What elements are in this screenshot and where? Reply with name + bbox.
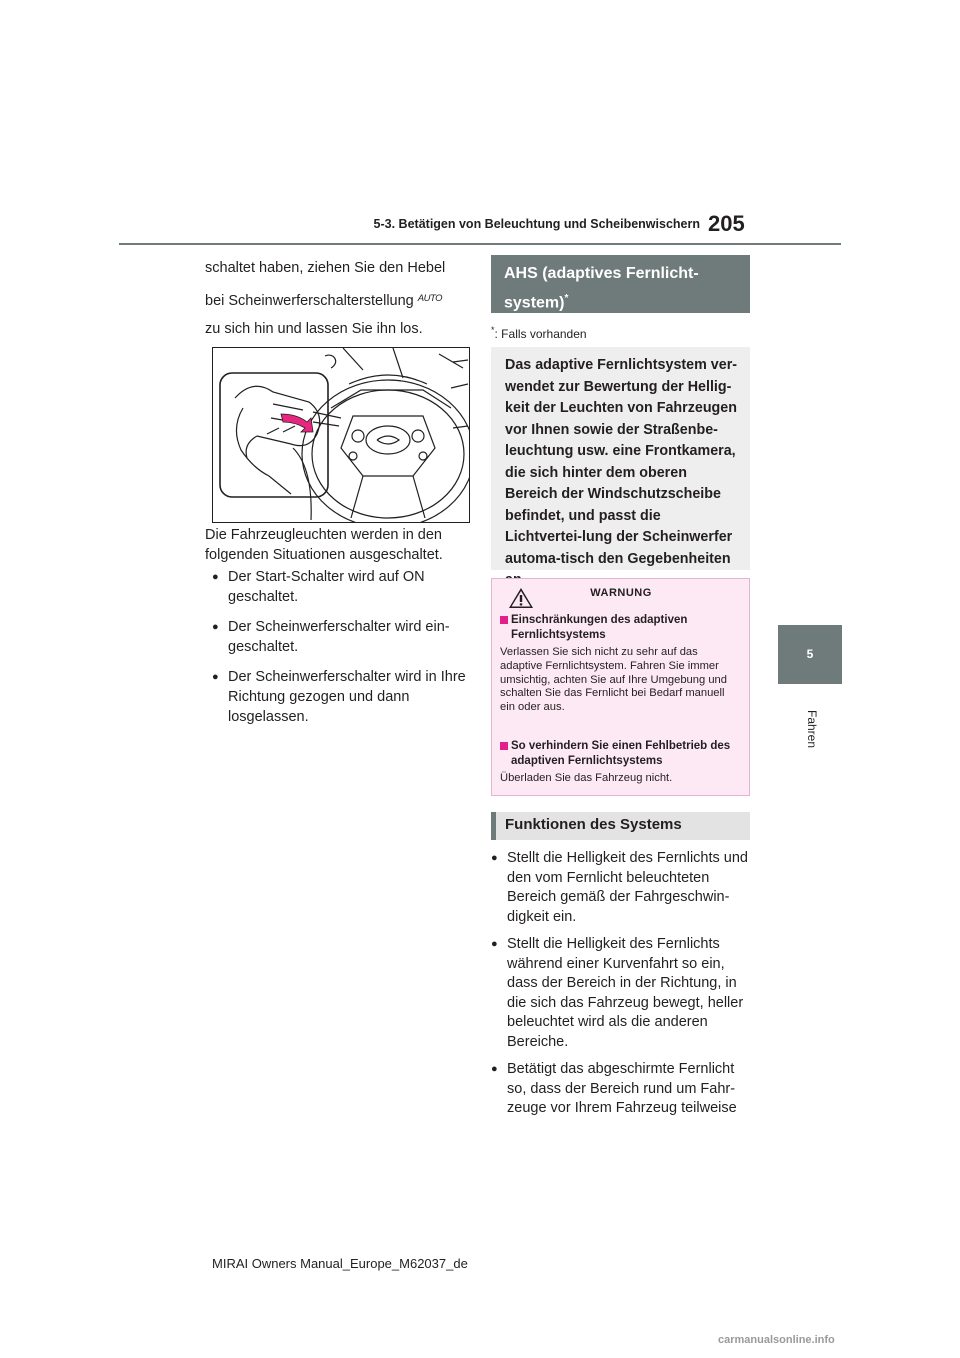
auto-symbol: AUTO [417, 293, 442, 304]
lever-illustration [212, 347, 470, 523]
list-item: ● Betätigt das abgeschirmte Fernlicht so, dass der Bereich rund um Fahr-zeuge vor Ihrem Fahrzeug teilweise [491, 1060, 753, 1119]
watermark: carmanualsonline.info [718, 1334, 835, 1346]
page-number: 205 [708, 211, 745, 236]
warning-item [500, 613, 738, 715]
functions-heading-box [491, 812, 750, 840]
functions-heading: Funktionen des Systems [505, 816, 682, 833]
off-conditions-list [212, 567, 474, 737]
footnote-mark: * [491, 325, 495, 335]
intro-line-1: schaltet haben, ziehen Sie den Hebel [205, 260, 446, 276]
warning-item-body: Überladen Sie das Fahrzeug nicht. [500, 772, 673, 784]
section-title: 5-3. Betätigen von Beleuchtung und Scheibenwischern [373, 217, 700, 231]
lead-paragraph: Die Fahrzeugleuchten werden in den folgenden Situationen ausgeschaltet. [205, 527, 443, 563]
list-item: ● Stellt die Helligkeit des Fernlichts und den vom Fernlicht beleuchteten Bereich gemäß der Fahrgeschwin-digkeit ein. [491, 849, 753, 927]
list-item: ● Der Start-Schalter wird auf ON geschaltet. [212, 567, 474, 607]
warning-item-heading: So verhindern Sie einen Fehlbetrieb des adaptiven Fernlichtsystems [500, 739, 738, 768]
heading-accent-bar [491, 812, 496, 840]
intro-line-2-text: bei Scheinwerferschalterstellung [205, 293, 414, 309]
list-item: ● Stellt die Helligkeit des Fernlichts während einer Kurvenfahrt so ein, dass der Bereich in der Richtung, in die sich das Fahrzeug bewegt, heller beleuchtet wird als die anderen Bereiche. [491, 935, 753, 1052]
header-rule [119, 243, 841, 245]
functions-list [491, 849, 753, 1127]
list-item: ● Der Scheinwerferschalter wird ein-geschaltet. [212, 617, 474, 657]
ahs-heading-text: AHS (adaptives Fernlicht-system) [504, 265, 699, 312]
intro-line-3: zu sich hin und lassen Sie ihn los. [205, 321, 423, 337]
list-item: ● Der Scheinwerferschalter wird in Ihre Richtung gezogen und dann losgelassen. [212, 667, 474, 727]
manual-footer: MIRAI Owners Manual_Europe_M62037_de [212, 1256, 468, 1271]
warning-box [491, 578, 750, 796]
intro-line-2 [205, 290, 473, 314]
chapter-label: Fahren [805, 710, 819, 749]
warning-item [500, 739, 738, 786]
warning-title: WARNUNG [590, 587, 652, 599]
ahs-heading-box [491, 255, 750, 313]
ahs-heading [504, 261, 744, 315]
footnote [491, 325, 587, 341]
chapter-tab: 5 [778, 625, 842, 684]
summary-box [491, 347, 750, 570]
ahs-asterisk: * [564, 293, 569, 304]
summary-text: Das adaptive Fernlichtsystem ver-wendet zur Bewertung der Hellig-keit der Leuchten von Fahrzeugen vor Ihnen sowie der Straßenbe-leuchtung usw. eine Frontkamera, die sich hinter dem oberen Bereich der Windschutzscheibe befindet, und passt die Lichtvertei-lung der Scheinwerfer automa-tisch den Gegebenheiten [505, 357, 738, 567]
steering-wheel-lever-drawing [213, 348, 469, 522]
warning-item-heading: Einschränkungen des adaptiven Fernlichtsystems [500, 613, 738, 642]
warning-item-body: Verlassen Sie sich nicht zu sehr auf das adaptive Fernlichtsystem. Fahren Sie immer umsichtig, achten Sie auf Ihre Umgebung und schalten Sie das Fernlicht bei Bedarf manuell ein oder aus. [500, 646, 727, 714]
footnote-text: : Falls vorhanden [494, 327, 587, 341]
